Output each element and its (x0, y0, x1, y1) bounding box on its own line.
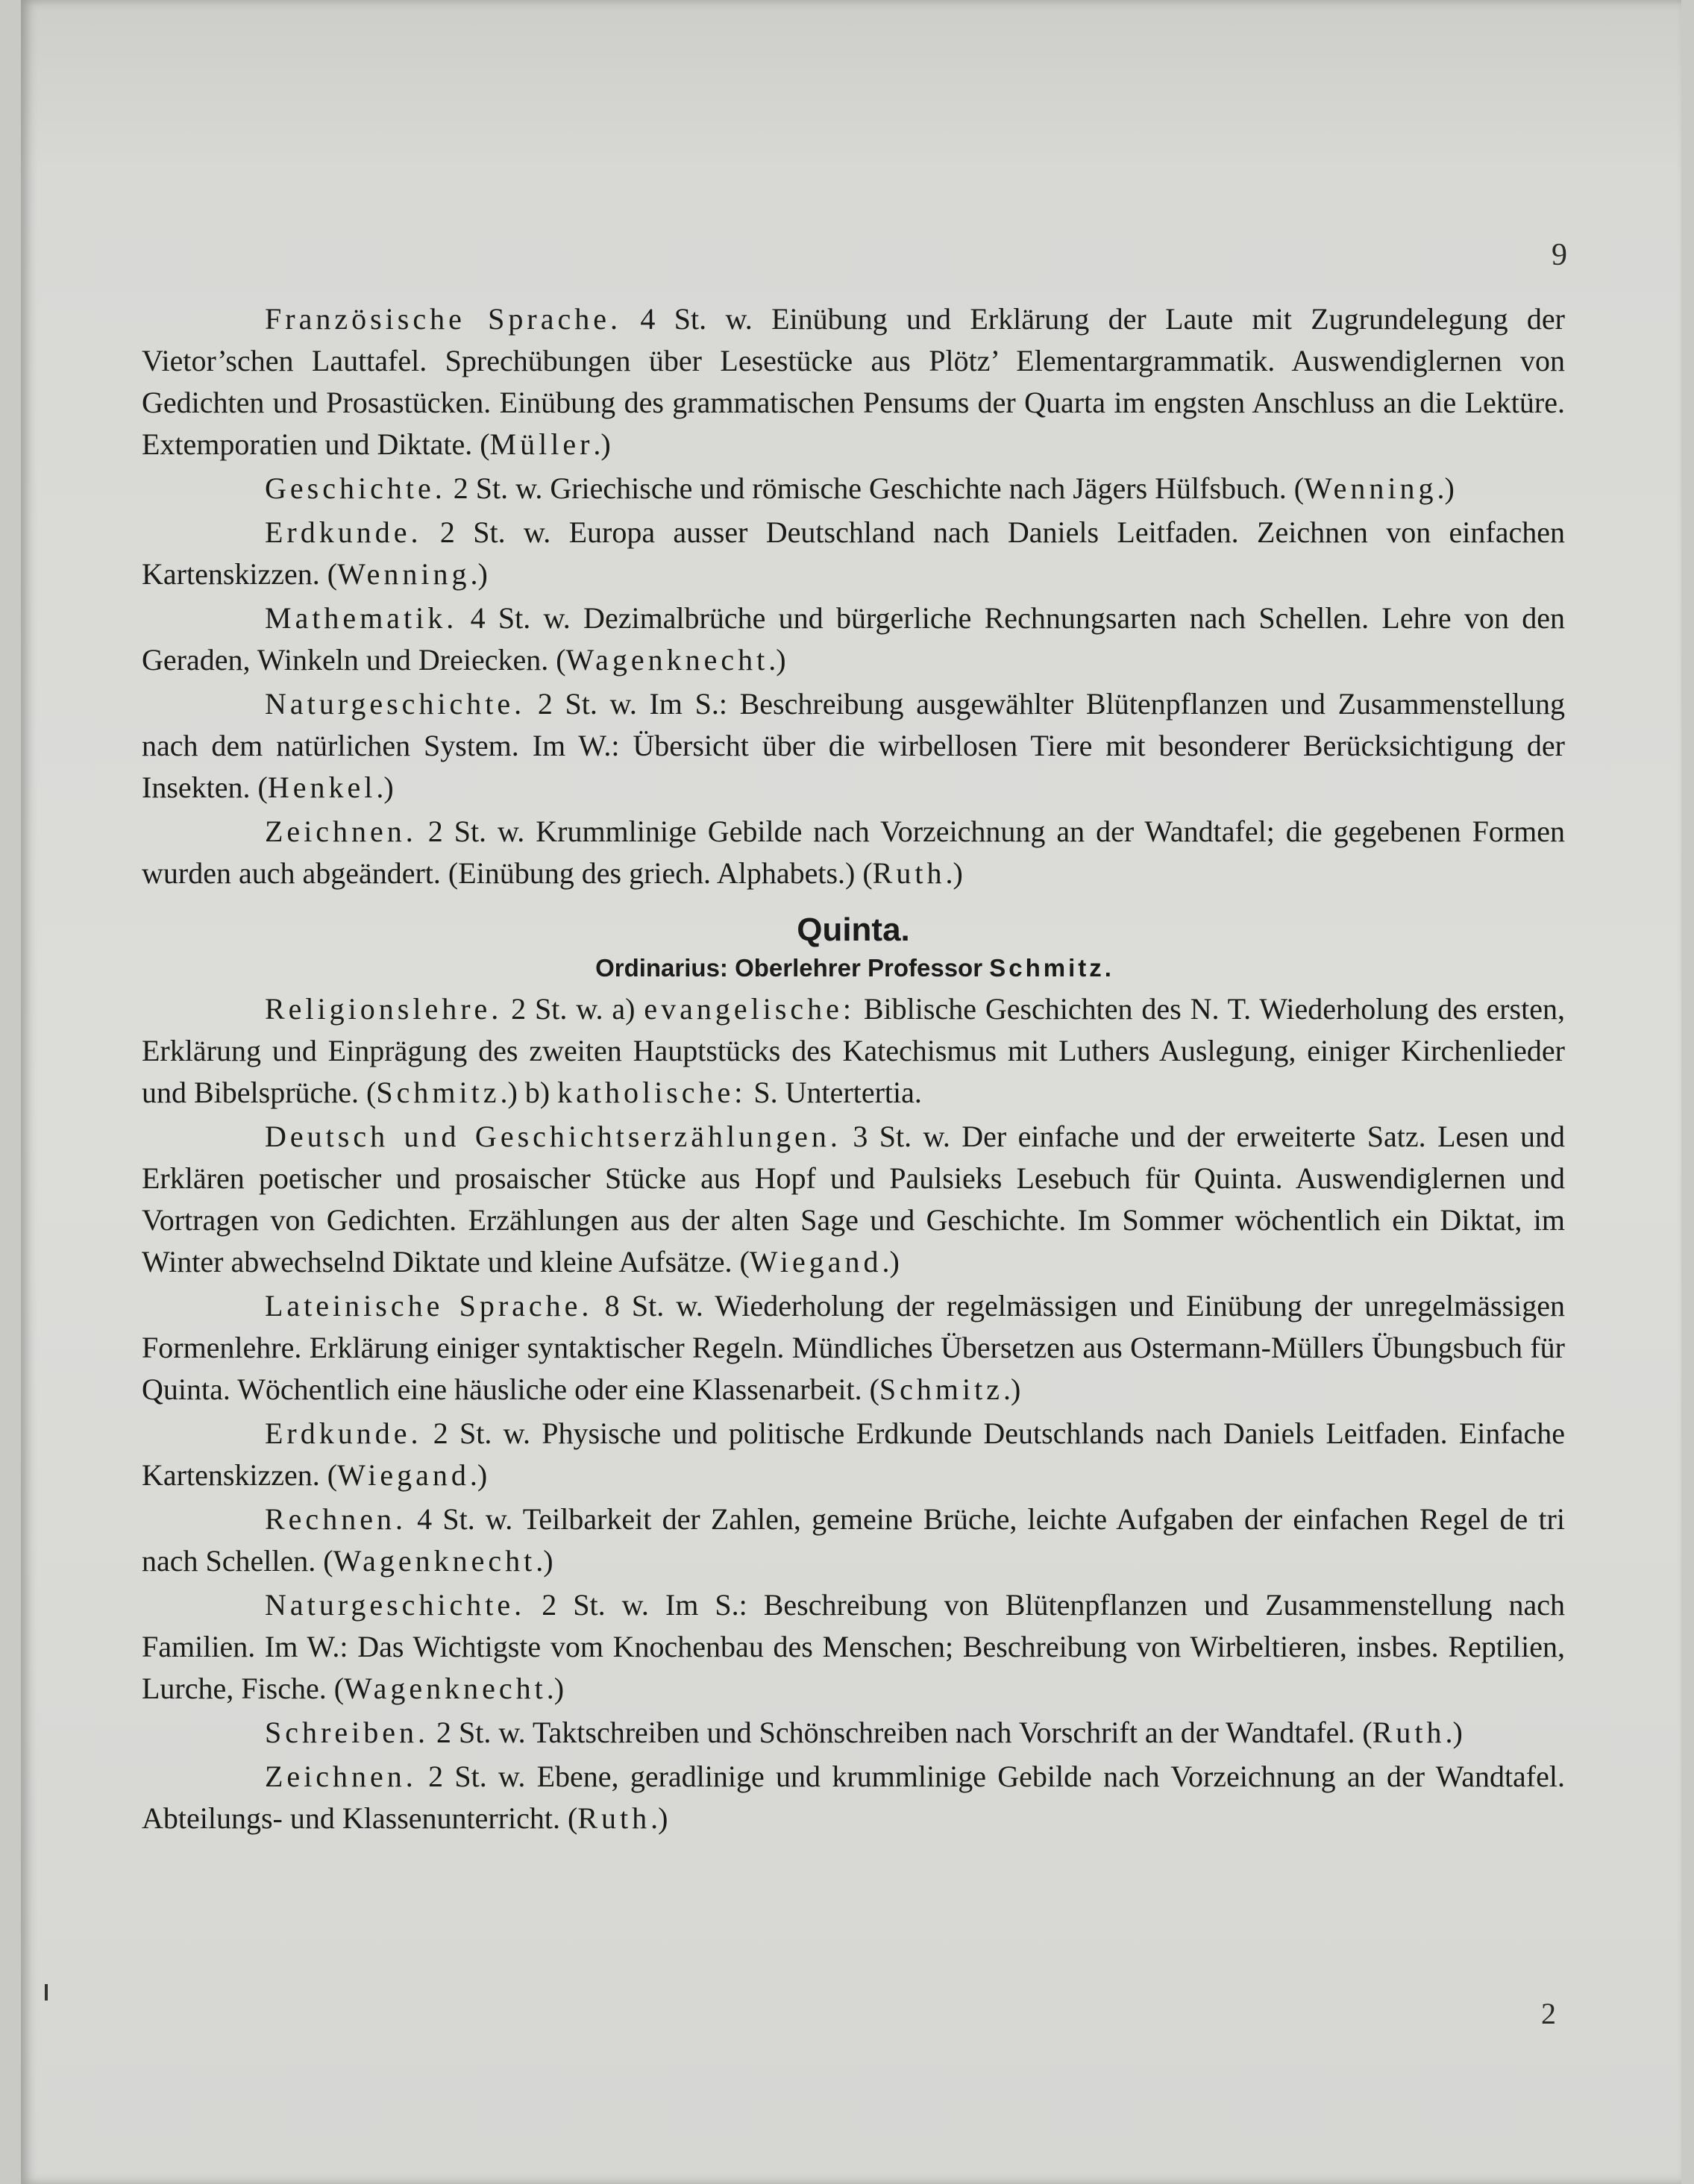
entry-erdkunde-quinta (142, 1413, 1565, 1496)
subject-title: Zeichnen. (265, 1760, 417, 1793)
subject-title: Zeichnen. (265, 815, 417, 848)
entry-tail: .) (882, 1245, 900, 1278)
confession-label: katholische: (557, 1076, 747, 1109)
document-body (142, 298, 1565, 1842)
teacher-name: Ruth (1372, 1716, 1446, 1749)
subject-title: Schreiben. (265, 1716, 429, 1749)
teacher-name: Henkel (267, 771, 377, 804)
teacher-name: Wiegand (749, 1245, 882, 1278)
page-number-top: 9 (1552, 238, 1567, 272)
subject-title: Deutsch und Geschichtserzählungen. (265, 1120, 841, 1153)
subject-title: Französische Sprache. (265, 302, 622, 336)
ordinarius-name: Schmitz (989, 954, 1105, 982)
subject-title: Lateinische Sprache. (265, 1289, 593, 1322)
entry-tail: .) (650, 1801, 668, 1835)
teacher-name: Wagenknecht (344, 1672, 547, 1705)
entry-text: 2 St. w. a) (502, 992, 644, 1026)
entry-tail: .) (1437, 471, 1455, 505)
entry-tail: .) (546, 1672, 565, 1705)
teacher-name: Wagenknecht (333, 1544, 536, 1578)
document-page (21, 0, 1681, 2184)
subject-title: Rechnen. (265, 1502, 407, 1536)
entry-text: 2 St. w. Griechische und römische Geschichte nach Jägers Hülfsbuch. ( (445, 471, 1305, 505)
subject-title: Religionslehre. (265, 992, 503, 1026)
subject-title: Naturgeschichte. (265, 1588, 526, 1622)
entry-rechnen (142, 1499, 1565, 1582)
subject-title: Erdkunde. (265, 515, 422, 549)
entry-text: 2 St. w. Im S.: Beschreibung von Blütenpflanzen und Zusammenstellung nach Familien. Im W.: Das Wichtigste vom Knochenbau des Menschen; Beschreibung von Wirbeltieren, insbes. Reptilien, Lurche, Fische. ( (142, 1588, 1565, 1705)
margin-mark (45, 1984, 48, 2001)
entry-zeichnen (142, 811, 1565, 894)
entry-tail: .) (593, 427, 611, 461)
entry-tail: .) (945, 856, 963, 890)
entry-text: .) b) (500, 1076, 558, 1109)
entry-text: 2 St. w. Krummlinige Gebilde nach Vorzeichnung an der Wandtafel; die gegebenen Formen wurden auch abgeändert. (Einübung des griech. Alphabets.) ( (142, 815, 1565, 890)
entry-naturgeschichte (142, 683, 1565, 809)
subject-title: Erdkunde. (265, 1416, 422, 1450)
entry-tail: .) (1003, 1372, 1021, 1406)
teacher-name: Wenning (337, 557, 471, 591)
page-number-bottom: 2 (1541, 1997, 1556, 2030)
entry-text: 4 St. w. Einübung und Erklärung der Laute mit Zugrundelegung der Vietor’schen Lauttafel. Sprechübungen über Lesestücke aus Plötz’ Elementargrammatik. Auswendiglernen von Gedichten und Prosastücken. Einübung des grammatischen Pensums der Quarta im engsten Anschluss an die Lektüre. Extemporatien und Diktate. ( (142, 302, 1565, 461)
teacher-name: Schmitz (879, 1372, 1003, 1406)
entry-text: 3 St. w. Der einfache und der erweiterte Satz. Lesen und Erklären poetischer und prosaischer Stücke aus Hopf und Paulsieks Lesebuch für Quinta. Auswendiglernen und Vortragen von Gedichten. Erzählungen aus der alten Sage und Geschichte. Im Sommer wöchentlich ein Diktat, im Winter abwechselnd Diktate und kleine Aufsätze. ( (142, 1120, 1566, 1278)
entry-text: 2 St. w. Physische und politische Erdkunde Deutschlands nach Daniels Leitfaden. Einfache Kartenskizzen. ( (142, 1416, 1565, 1492)
ordinarius-label: Ordinarius: Oberlehrer Professor (595, 954, 990, 982)
section-heading: Quinta. (797, 911, 910, 948)
entry-religionslehre (142, 988, 1565, 1114)
entry-mathematik (142, 597, 1565, 681)
entry-text: 2 St. w. Ebene, geradlinige und krummlinige Gebilde nach Vorzeichnung an der Wandtafel. Abteilungs- und Klassenunterricht. ( (142, 1760, 1565, 1835)
entry-latein (142, 1285, 1565, 1410)
entry-franzoesisch (142, 298, 1565, 465)
ordinarius-end: . (1104, 954, 1111, 982)
subject-title: Mathematik. (265, 601, 458, 635)
teacher-name: Müller (489, 427, 594, 461)
teacher-name: Wiegand (337, 1458, 470, 1492)
entry-deutsch (142, 1116, 1565, 1283)
entry-text: 4 St. w. Teilbarkeit der Zahlen, gemeine Brüche, leichte Aufgaben der einfachen Regel de tri nach Schellen. ( (142, 1502, 1565, 1578)
entry-text: 2 St. w. Europa ausser Deutschland nach Daniels Leitfaden. Zeichnen von einfachen Kartenskizzen. ( (142, 515, 1565, 591)
subject-title: Naturgeschichte. (265, 687, 526, 721)
entry-text: Biblische Geschichten des N. T. Wiederholung des ersten, Erklärung und Einprägung des zweiten Hauptstücks des Katechismus mit Luthers Auslegung, einiger Kirchenlieder und Bibelsprüche. ( (142, 992, 1565, 1109)
entry-text: 2 St. w. Taktschreiben und Schönschreiben nach Vorschrift an der Wandtafel. ( (428, 1716, 1373, 1749)
entry-erdkunde (142, 512, 1565, 595)
teacher-name: Schmitz (376, 1076, 501, 1109)
entry-schreiben (142, 1712, 1565, 1754)
entry-text: 4 St. w. Dezimalbrüche und bürgerliche Rechnungsarten nach Schellen. Lehre von den Geraden, Winkeln und Dreiecken. ( (142, 601, 1565, 677)
entry-zeichnen-quinta (142, 1756, 1565, 1839)
entry-text: S. Untertertia. (746, 1076, 922, 1109)
teacher-name: Ruth (872, 856, 946, 890)
entry-text: 8 St. w. Wiederholung der regelmässigen und Einübung der unregelmässigen Formenlehre. Erklärung einiger syntaktischer Regeln. Mündliches Übersetzen aus Ostermann-Müllers Übungsbuch für Quinta. Wöchentlich eine häusliche oder eine Klassenarbeit. ( (142, 1289, 1565, 1406)
entry-tail: .) (470, 557, 488, 591)
entry-tail: .) (1445, 1716, 1463, 1749)
entry-text: 2 St. w. Im S.: Beschreibung ausgewählter Blütenpflanzen und Zusammenstellung nach dem natürlichen System. Im W.: Übersicht über die wirbellosen Tiere mit besonderer Berücksichtigung der Insekten. ( (142, 687, 1565, 804)
entry-tail: .) (469, 1458, 488, 1492)
confession-label: evangelische: (644, 992, 856, 1026)
entry-naturgeschichte-quinta (142, 1584, 1565, 1710)
teacher-name: Wenning (1304, 471, 1437, 505)
entry-tail: .) (536, 1544, 553, 1578)
teacher-name: Wagenknecht (565, 643, 769, 677)
ordinarius-line (142, 950, 1565, 987)
entry-tail: .) (376, 771, 394, 804)
subject-title: Geschichte. (265, 471, 446, 505)
entry-geschichte (142, 468, 1565, 509)
teacher-name: Ruth (577, 1801, 651, 1835)
entry-tail: .) (768, 643, 786, 677)
